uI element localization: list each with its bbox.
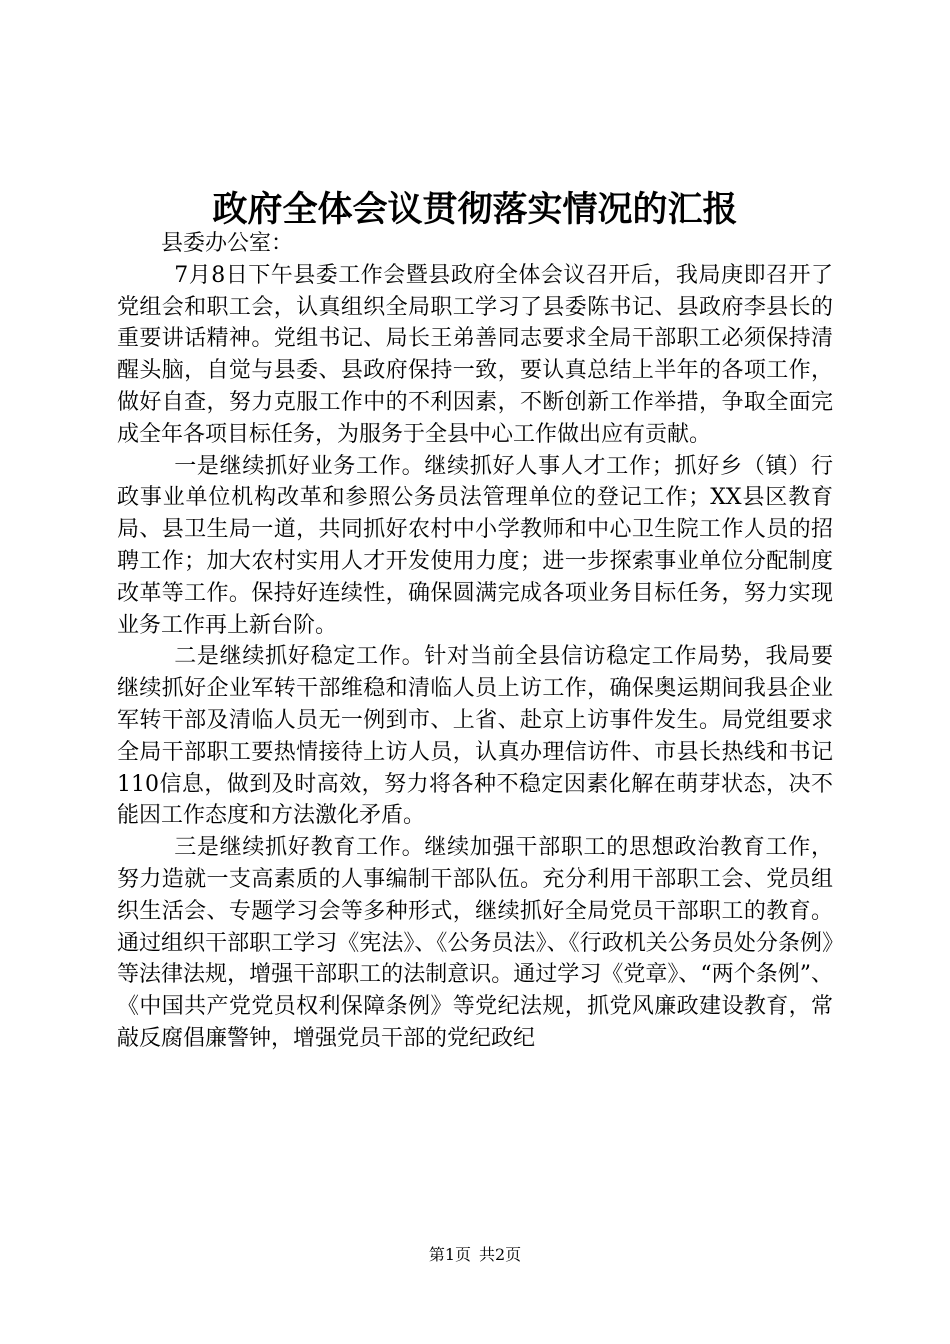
salutation: 县委办公室： xyxy=(161,231,294,256)
page-number: 第1页 xyxy=(428,1245,471,1264)
paragraph-intro: 7月8日下午县委工作会暨县政府全体会议召开后，我局庚即召开了党组会和职工会，认真组织全局职工学习了县委陈书记、县政府李县长的重要讲话精神。党组书记、局长王弟善同志要求全局干部职工必须保持清醒头脑，自觉与县委、县政府保持一致，要认真总结上半年的各项工作，做好自查，努力克服工作中的不利因素，不断创新工作举措，争取全面完成全年各项目标任务，为服务于全县中心工作做出应有贡献。 xyxy=(117,262,833,447)
paragraph-business-work: 一是继续抓好业务工作。继续抓好人事人才工作；抓好乡（镇）行政事业单位机构改革和参照公务员法管理单位的登记工作；XX县区教育局、县卫生局一道，共同抓好农村中小学教师和中心卫生院工作人员的招聘工作；加大农村实用人才开发使用力度；进一步探索事业单位分配制度改革等工作。保持好连续性，确保圆满完成各项业务目标任务，努力实现业务工作再上新台阶。 xyxy=(117,453,833,638)
paragraph-stability-work: 二是继续抓好稳定工作。针对当前全县信访稳定工作局势，我局要继续抓好企业军转干部维稳和清临人员上访工作，确保奥运期间我县企业军转干部及清临人员无一例到市、上省、赴京上访事件发生。局党组要求全局干部职工要热情接待上访人员，认真办理信访件、市县长热线和书记110信息，做到及时高效，努力将各种不稳定因素化解在萌芽状态，决不能因工作态度和方法激化矛盾。 xyxy=(117,644,833,829)
page-footer xyxy=(0,1245,950,1265)
document-body xyxy=(117,228,833,1055)
document-title: 政府全体会议贯彻落实情况的汇报 xyxy=(212,189,738,230)
paragraph-education-work: 三是继续抓好教育工作。继续加强干部职工的思想政治教育工作，努力造就一支高素质的人事编制干部队伍。充分利用干部职工会、党员组织生活会、专题学习会等多种形式，继续抓好全局党员干部职工的教育。通过组织干部职工学习《宪法》、《公务员法》、《行政机关公务员处分条例》等法律法规，增强干部职工的法制意识。通过学习《党章》、“两个条例”、《中国共产党党员权利保障条例》等党纪法规，抓党风廉政建设教育，常敲反腐倡廉警钟，增强党员干部的党纪政纪 xyxy=(117,835,833,1051)
page-total: 共2页 xyxy=(479,1245,522,1264)
